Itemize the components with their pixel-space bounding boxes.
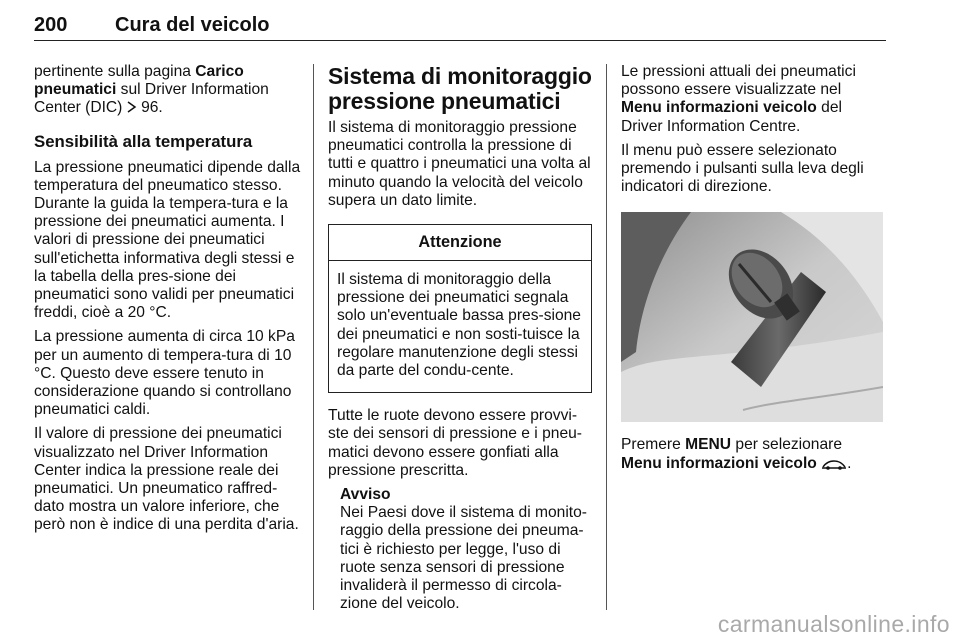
column-divider (313, 64, 314, 610)
chapter-title: Cura del veicolo (115, 14, 270, 36)
body-paragraph: La pressione aumenta di circa 10 kPa per un aumento di tempera-tura di 10 °C. Questo deve essere tenuto in considerazione quando si controllano pneumatici caldi. (34, 328, 295, 419)
body-paragraph: La pressione pneumatici dipende dalla temperatura del pneumatico stesso. Durante la guida la tempera-tura e la pressione dei pneumatici aumenta. I valori di pressione dei pneumatici sull'etichetta informativa degli stessi e la tabella della pres-sione dei pneumatici sono validi per pneumatici freddi, cioè a 20 °C. (34, 158, 301, 322)
page-ref[interactable]: 96. (141, 99, 163, 117)
warning-box (328, 224, 592, 393)
body-paragraph: Le pressioni attuali dei pneumatici possono essere visualizzate nel Menu informazioni veicolo del Driver Information Centre. (621, 63, 856, 135)
menu-button-label[interactable]: MENU (685, 436, 732, 454)
lever-illustration (621, 212, 883, 422)
section-heading-tpms: Sistema di monitoraggio pressione pneumatici (328, 63, 592, 114)
car-icon (821, 457, 847, 471)
section-heading-temperature: Sensibilità alla temperatura (34, 131, 253, 151)
body-paragraph: Il sistema di monitoraggio pressione pneumatici controlla la pressione di tutti e quattro i pneumatici una volta al minuto quando la velocità del veicolo supera un dato limite. (328, 119, 591, 209)
turn-signal-lever-photo (621, 212, 883, 422)
watermark: carmanualsonline.info (717, 611, 950, 637)
intro-paragraph: pertinente sulla pagina Carico pneumatici sul Driver Information Center (DIC) 96. (34, 63, 269, 117)
page-ref-arrow-icon (127, 101, 137, 113)
note-box (340, 486, 592, 613)
warning-title: Attenzione (329, 225, 591, 261)
body-paragraph: Tutte le ruote devono essere provvi-ste dei sensori di pressione e i pneu-matici devono essere gonfiati alla pressione prescritta. (328, 407, 582, 479)
body-paragraph: Il menu può essere selezionato premendo i pulsanti sulla leva degli indicatori di direzione. (621, 141, 864, 196)
column-1 (34, 63, 304, 541)
menu-info-veicolo-link[interactable]: Menu informazioni veicolo (621, 99, 817, 117)
page-number: 200 (34, 14, 68, 36)
warning-body: Il sistema di monitoraggio della pressione dei pneumatici segnala solo un'eventuale bassa pres-sione dei pneumatici e non sosti-tuisce la regolare manutenzione degli stessi da parte del condu-cente. (337, 271, 581, 380)
note-body: Nei Paesi dove il sistema di monito-raggio della pressione dei pneuma-tici è richiesto per legge, l'uso di ruote senza sensori di pressione invaliderà il permesso di circola-zione del veicolo. (340, 504, 588, 613)
note-title: Avviso (340, 486, 391, 504)
page-header (34, 10, 886, 41)
body-paragraph: Premere MENU per selezionare Menu informazioni veicolo . (621, 436, 852, 472)
menu-info-veicolo-label[interactable]: Menu informazioni veicolo (621, 454, 817, 472)
column-2 (328, 63, 592, 613)
carico-pneumatici-link[interactable]: Carico pneumatici (34, 63, 244, 99)
column-3 (621, 63, 885, 479)
body-paragraph: Il valore di pressione dei pneumatici visualizzato nel Driver Information Center indica la pressione reale dei pneumatici. Un pneumatico raffred-dato mostra un valore inferiore, che però non è indice di una perdita d'aria. (34, 425, 299, 534)
column-divider (606, 64, 607, 610)
